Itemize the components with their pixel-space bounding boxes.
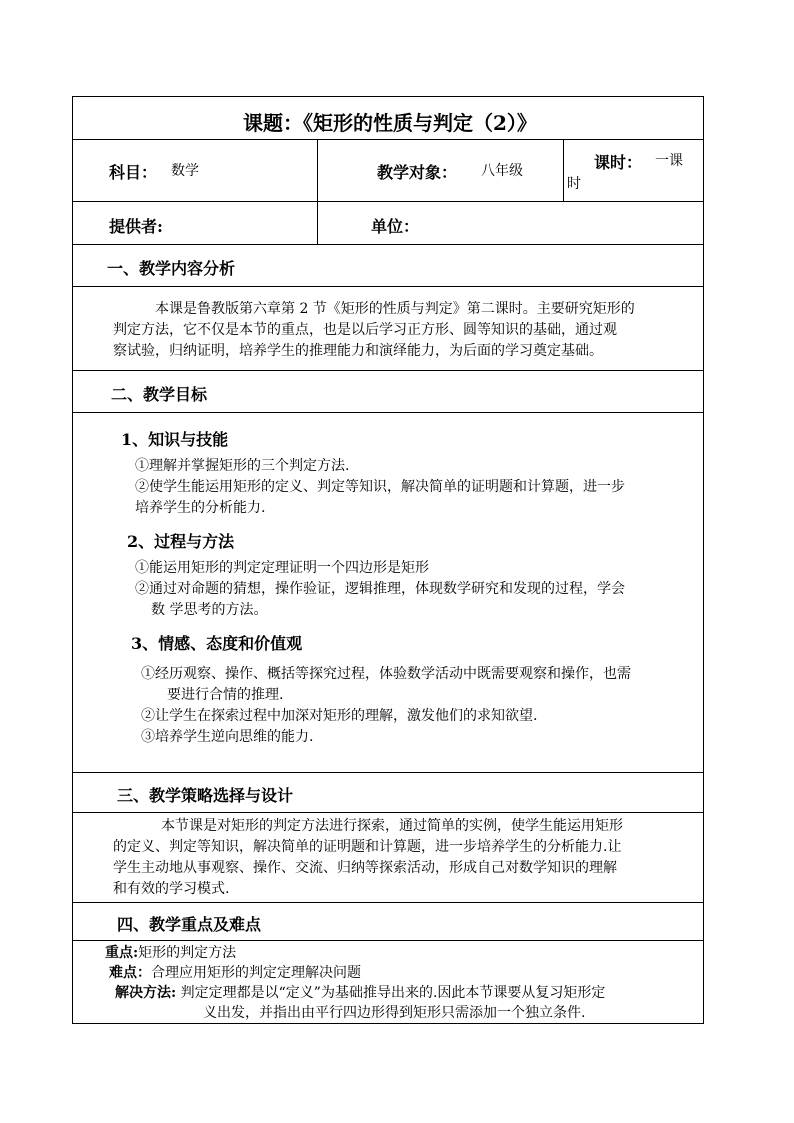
section1-heading-row [73, 245, 703, 287]
section1-body [73, 287, 703, 371]
target-value: 八年级 [481, 163, 523, 179]
lesson-plan-table [72, 96, 704, 1024]
difficulty-label: 难点： [109, 965, 151, 981]
section4-heading-row [73, 903, 703, 941]
provider-label: 提供者: [109, 217, 163, 236]
info-row-1 [73, 140, 703, 202]
section3-body [73, 813, 703, 903]
difficulty [109, 963, 361, 984]
key-point-label: 重点: [105, 945, 139, 961]
objective-line: 数 学思考的方法。 [151, 602, 268, 618]
hours-value: 一课 [655, 153, 683, 169]
solution-method-label: 解决方法: [115, 985, 177, 1001]
hours-label: 课时： [594, 153, 643, 172]
title-row [73, 97, 703, 140]
section1-line: 察试验，归纳证明，培养学生的推理能力和演绎能力，为后面的学习奠定基础。 [113, 343, 603, 359]
section3-line: 本节课是对矩形的判定方法进行探索，通过简单的实例，使学生能运用矩形 [161, 818, 623, 834]
objective-line: ①能运用矩形的判定定理证明一个四边形是矩形 [135, 560, 429, 576]
difficulty-value: 合理应用矩形的判定定理解决问题 [151, 965, 361, 981]
section3-line: 和有效的学习模式. [113, 881, 230, 897]
section3-line: 的定义、判定等知识，解决简单的证明题和计算题，进一步培养学生的分析能力.让 [113, 839, 622, 855]
objective-line: ①经历观察、操作、概括等探究过程，体验数学活动中既需要观察和操作，也需 [141, 666, 631, 682]
objective-line: ③培养学生逆向思维的能力. [141, 729, 314, 745]
subject-value: 数学 [171, 163, 199, 179]
key-point [105, 943, 236, 964]
page-title: 课题：《矩形的性质与判定（2）》 [243, 111, 537, 135]
section2-heading-row [73, 371, 703, 413]
objective-line: ②使学生能运用矩形的定义、判定等知识，解决简单的证明题和计算题，进一步 [135, 479, 625, 495]
section4-heading: 四、教学重点及难点 [117, 915, 262, 934]
objective-line: ①理解并掌握矩形的三个判定方法. [135, 458, 350, 474]
objective-line: ②通过对命题的猜想，操作验证，逻辑推理，体现数学研究和发现的过程，学会 [135, 581, 625, 597]
solution-method-line: 义出发，并指出由平行四边形得到矩形只需添加一个独立条件. [203, 1005, 586, 1021]
info-row-2 [73, 202, 703, 245]
subject-label: 科目： [109, 163, 158, 182]
objective-line: 要进行合情的推理. [167, 687, 284, 703]
section2-heading: 二、教学目标 [111, 385, 208, 404]
section1-line: 本课是鲁教版第六章第 2 节《矩形的性质与判定》第二课时。主要研究矩形的 [155, 301, 635, 317]
section3-heading-row [73, 773, 703, 813]
target-label: 教学对象： [377, 163, 458, 182]
objective-attitude-heading: 3、情感、态度和价值观 [131, 634, 303, 653]
objective-line: 培养学生的分析能力. [135, 500, 266, 516]
section3-heading: 三、教学策略选择与设计 [117, 786, 294, 805]
solution-method [115, 983, 605, 1004]
objective-process-heading: 2、过程与方法 [127, 532, 235, 551]
section1-line: 判定方法，它不仅是本节的重点，也是以后学习正方形、圆等知识的基础，通过观 [113, 322, 617, 338]
key-point-value: 矩形的判定方法 [138, 945, 237, 961]
hours-value-cont: 时 [567, 176, 581, 192]
section3-line: 学生主动地从事观察、操作、交流、归纳等探索活动，形成自己对数学知识的理解 [113, 860, 617, 876]
unit-label: 单位： [371, 217, 420, 236]
section1-heading: 一、教学内容分析 [107, 259, 236, 278]
objective-line: ②让学生在探索过程中加深对矩形的理解，激发他们的求知欲望. [141, 708, 538, 724]
solution-method-line: 判定定理都是以“定义”为基础推导出来的.因此本节课要从复习矩形定 [180, 985, 606, 1001]
section2-body [73, 413, 703, 773]
objective-knowledge-heading: 1、知识与技能 [121, 430, 229, 449]
